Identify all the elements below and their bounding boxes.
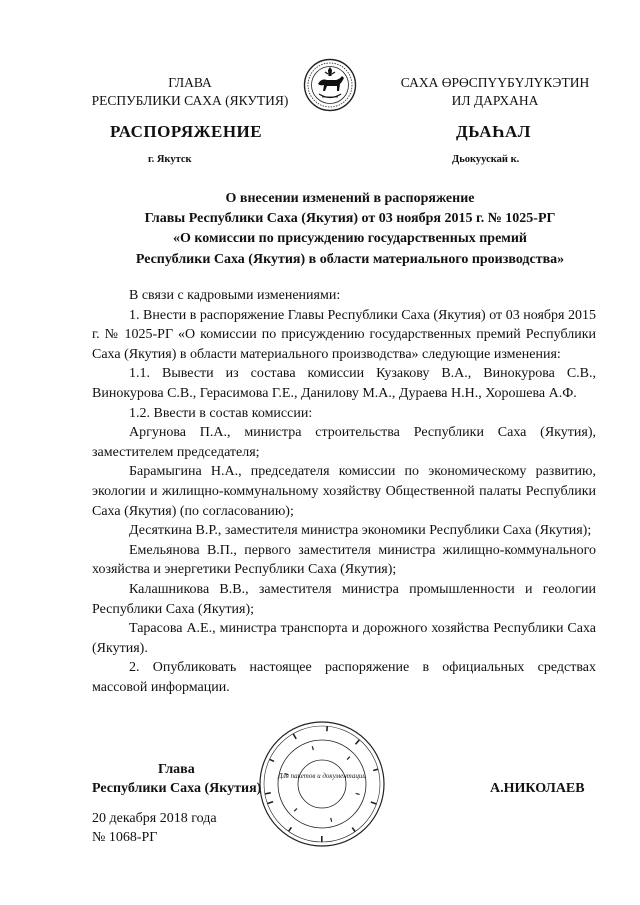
header-left <box>85 74 295 110</box>
signature-position-line2: Республики Саха (Якутия) <box>92 781 262 796</box>
document-number: № 1068-РГ <box>92 830 158 845</box>
header-right <box>385 74 605 110</box>
body-paragraph: 2. Опубликовать настоящее распоряжение в официальных средствах массовой информации. <box>92 660 596 695</box>
body-paragraph: Тарасова А.Е., министра транспорта и дорожного хозяйства Республики Саха (Якутия). <box>92 621 596 656</box>
body-paragraph: Аргунова П.А., министра строительства Республики Саха (Якутия), заместителем председателя; <box>92 425 596 460</box>
city-ru: г. Якутск <box>148 154 192 165</box>
title-line: О внесении изменений в распоряжение <box>225 191 475 206</box>
stamp-text: Для пакетов и документации <box>278 772 366 780</box>
title-line: Главы Республики Саха (Якутия) от 03 ноября 2015 г. № 1025-РГ <box>144 211 556 227</box>
body-paragraph: Барамыгина Н.А., председателя комиссии по экономическому развитию, экологии и жилищно-коммунальному хозяйству Общественной палаты Республики Саха (Якутия) (по согласованию); <box>92 464 596 519</box>
signature-position <box>92 760 282 798</box>
body-paragraph: В связи с кадровыми изменениями: <box>129 288 341 303</box>
header-right-line2: ИЛ ДАРХАНА <box>451 93 539 108</box>
title-line: Республики Саха (Якутия) в области материального производства» <box>135 251 565 267</box>
signature-name: А.НИКОЛАЕВ <box>490 781 585 796</box>
doc-type-sakha: ДЬАҺАЛ <box>456 122 531 141</box>
header-right-line1: САХА ӨРӨСПҮҮБҮЛҮКЭТИН <box>400 75 590 90</box>
doc-type-ru: РАСПОРЯЖЕНИЕ <box>110 122 263 141</box>
body-paragraph: Калашникова В.В., заместителя министра промышленности и геологии Республики Саха (Якутия); <box>92 581 596 617</box>
body-paragraph: Десяткина В.Р., заместителя министра экономики Республики Саха (Якутия); <box>129 523 592 539</box>
body-paragraph: 1.2. Ввести в состав комиссии: <box>129 405 313 421</box>
header-left-line1: ГЛАВА <box>168 75 212 90</box>
signature-position-line1: Глава <box>158 762 195 777</box>
official-stamp-icon <box>258 720 386 848</box>
header-left-line2: РЕСПУБЛИКИ САХА (ЯКУТИЯ) <box>91 93 289 108</box>
body-paragraph: Емельянова В.П., первого заместителя министра жилищно-коммунального хозяйства и энергетики Республики Саха (Якутия); <box>92 542 596 578</box>
document-title <box>90 189 610 270</box>
document-date: 20 декабря 2018 года <box>92 811 217 826</box>
city-sakha: Дьокуускай к. <box>452 154 520 165</box>
body-paragraph: 1. Внести в распоряжение Главы Республики Саха (Якутия) от 03 ноября 2015 г. № 1025-РГ «О комиссии по присуждению государственных премий Республики Саха (Якутия) в области материального производства» следующие изменения: <box>92 307 596 362</box>
body-paragraph: 1.1. Вывести из состава комиссии Кузакову В.А., Винокурова С.В., Винокурова С.В., Герасимова Г.Е., Данилову М.А., Дураева Н.Н., Хорошева А.Ф. <box>92 366 596 401</box>
document-body <box>92 286 596 697</box>
emblem-icon <box>303 58 357 112</box>
title-line: «О комиссии по присуждению государственных премий <box>173 231 527 247</box>
